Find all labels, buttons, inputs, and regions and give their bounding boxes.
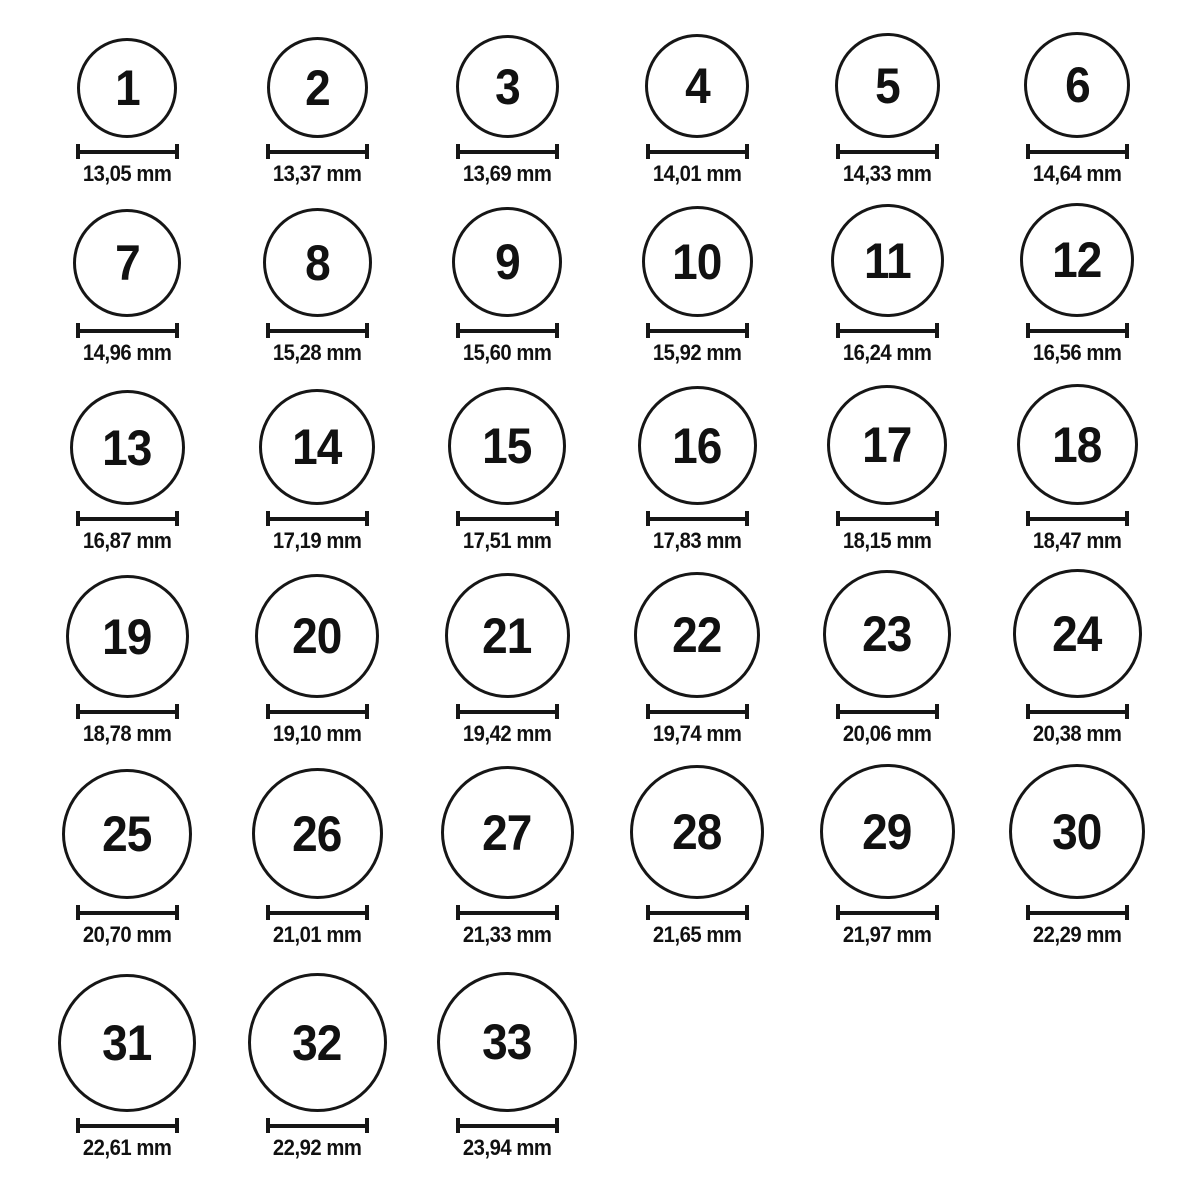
ring-size-cell xyxy=(792,566,982,764)
chart-row xyxy=(32,0,1200,190)
ring-size-cell xyxy=(982,764,1172,972)
ring-size-number: 28 xyxy=(672,804,722,860)
diameter-measure-line xyxy=(456,511,559,526)
ring-circle xyxy=(252,768,383,899)
diameter-measure-line xyxy=(646,511,749,526)
ring-size-number: 2 xyxy=(304,59,330,116)
ring-size-number: 1 xyxy=(114,60,140,116)
ring-size-number: 6 xyxy=(1064,57,1090,113)
chart-row xyxy=(32,376,1200,566)
measure-bar xyxy=(1030,150,1125,154)
diameter-measure-line xyxy=(76,511,179,526)
ring-size-number: 16 xyxy=(672,417,722,474)
diameter-measure-line xyxy=(456,323,559,338)
ring-size-cell xyxy=(792,190,982,376)
ring-circle xyxy=(835,33,940,138)
ring-size-cell xyxy=(32,190,222,376)
diameter-label: 20,70 mm xyxy=(82,922,172,947)
diameter-measure-line xyxy=(1026,905,1129,920)
ring-size-number: 22 xyxy=(672,607,722,663)
diameter-measure-line xyxy=(646,704,749,719)
ring-size-cell xyxy=(32,972,222,1200)
measure-bar xyxy=(1030,517,1125,521)
diameter-label: 21,97 mm xyxy=(842,922,932,947)
diameter-label: 13,37 mm xyxy=(272,161,362,186)
ring-circle xyxy=(263,208,372,317)
measure-bar xyxy=(650,517,745,521)
diameter-measure-line xyxy=(76,704,179,719)
ring-circle xyxy=(638,386,757,505)
diameter-measure-line xyxy=(646,323,749,338)
ring-size-number: 17 xyxy=(862,417,912,473)
ring-size-number: 5 xyxy=(874,57,900,114)
measure-bar xyxy=(460,710,555,714)
ring-circle xyxy=(437,972,577,1112)
diameter-measure-line xyxy=(456,704,559,719)
ring-circle xyxy=(630,765,764,899)
diameter-label: 14,64 mm xyxy=(1032,161,1122,186)
measure-bar xyxy=(80,150,175,154)
ring-size-cell xyxy=(222,764,412,972)
ring-size-number: 3 xyxy=(494,58,520,115)
diameter-measure-line xyxy=(266,704,369,719)
ring-circle xyxy=(823,570,951,698)
ring-size-cell xyxy=(222,0,412,190)
measure-bar xyxy=(270,517,365,521)
ring-circle xyxy=(73,209,181,317)
ring-size-cell xyxy=(792,376,982,566)
measure-bar xyxy=(270,710,365,714)
ring-circle xyxy=(66,575,189,698)
diameter-label: 19,10 mm xyxy=(272,721,362,746)
measure-bar xyxy=(840,710,935,714)
diameter-measure-line xyxy=(456,144,559,159)
ring-size-cell xyxy=(602,190,792,376)
chart-row xyxy=(32,972,1200,1200)
measure-bar xyxy=(840,911,935,915)
ring-circle xyxy=(831,204,944,317)
measure-bar xyxy=(270,329,365,333)
ring-circle xyxy=(634,572,760,698)
ring-size-number: 4 xyxy=(684,58,710,114)
ring-size-cell xyxy=(792,764,982,972)
ring-circle xyxy=(248,973,387,1112)
ring-size-cell xyxy=(982,0,1172,190)
ring-size-cell xyxy=(792,0,982,190)
ring-size-cell xyxy=(222,376,412,566)
ring-size-number: 8 xyxy=(304,234,330,291)
ring-circle xyxy=(267,37,368,138)
diameter-label: 19,74 mm xyxy=(652,721,742,746)
measure-bar xyxy=(1030,329,1125,333)
ring-size-cell xyxy=(222,566,412,764)
measure-bar xyxy=(460,911,555,915)
ring-size-number: 32 xyxy=(292,1014,342,1071)
diameter-measure-line xyxy=(266,144,369,159)
diameter-label: 13,05 mm xyxy=(82,161,172,186)
ring-circle xyxy=(827,385,947,505)
ring-size-number: 19 xyxy=(102,608,152,665)
ring-circle xyxy=(77,38,177,138)
ring-size-number: 33 xyxy=(482,1014,532,1070)
measure-bar xyxy=(650,150,745,154)
diameter-measure-line xyxy=(646,144,749,159)
measure-bar xyxy=(270,911,365,915)
ring-circle xyxy=(820,764,955,899)
ring-circle xyxy=(1017,384,1138,505)
diameter-measure-line xyxy=(836,905,939,920)
chart-row xyxy=(32,764,1200,972)
ring-size-cell xyxy=(412,764,602,972)
measure-bar xyxy=(80,329,175,333)
ring-size-cell xyxy=(32,566,222,764)
ring-size-cell xyxy=(602,376,792,566)
ring-size-cell xyxy=(412,376,602,566)
ring-size-number: 12 xyxy=(1052,232,1102,288)
ring-size-number: 26 xyxy=(292,805,342,862)
diameter-label: 18,15 mm xyxy=(842,528,932,553)
ring-size-cell xyxy=(222,972,412,1200)
ring-circle xyxy=(70,390,185,505)
ring-size-cell xyxy=(982,566,1172,764)
ring-size-cell xyxy=(602,566,792,764)
diameter-label: 16,56 mm xyxy=(1032,340,1122,365)
diameter-measure-line xyxy=(76,323,179,338)
measure-bar xyxy=(840,150,935,154)
diameter-label: 14,01 mm xyxy=(652,161,742,186)
ring-size-number: 13 xyxy=(102,419,152,476)
diameter-label: 20,38 mm xyxy=(1032,721,1122,746)
ring-circle xyxy=(1009,764,1145,899)
ring-size-cell xyxy=(32,376,222,566)
ring-size-cell xyxy=(222,190,412,376)
chart-row xyxy=(32,190,1200,376)
ring-circle xyxy=(255,574,379,698)
chart-row xyxy=(32,566,1200,764)
diameter-label: 17,83 mm xyxy=(652,528,742,553)
diameter-label: 21,33 mm xyxy=(462,922,552,947)
ring-size-number: 30 xyxy=(1052,803,1102,860)
ring-size-number: 11 xyxy=(863,232,911,289)
ring-circle xyxy=(445,573,570,698)
ring-size-cell xyxy=(412,566,602,764)
ring-circle xyxy=(1020,203,1134,317)
diameter-measure-line xyxy=(836,144,939,159)
diameter-label: 13,69 mm xyxy=(462,161,552,186)
diameter-label: 16,24 mm xyxy=(842,340,932,365)
diameter-label: 15,92 mm xyxy=(652,340,742,365)
diameter-measure-line xyxy=(1026,511,1129,526)
ring-circle xyxy=(645,34,749,138)
ring-size-number: 24 xyxy=(1052,605,1102,662)
diameter-measure-line xyxy=(266,1118,369,1133)
ring-size-number: 10 xyxy=(672,233,722,290)
measure-bar xyxy=(460,329,555,333)
measure-bar xyxy=(1030,710,1125,714)
measure-bar xyxy=(80,517,175,521)
diameter-label: 14,33 mm xyxy=(842,161,932,186)
ring-size-number: 21 xyxy=(482,607,532,664)
ring-size-cell xyxy=(602,764,792,972)
diameter-label: 22,92 mm xyxy=(272,1135,362,1160)
diameter-measure-line xyxy=(1026,323,1129,338)
diameter-measure-line xyxy=(76,1118,179,1133)
diameter-label: 19,42 mm xyxy=(462,721,552,746)
ring-circle xyxy=(58,974,196,1112)
diameter-measure-line xyxy=(1026,144,1129,159)
diameter-label: 14,96 mm xyxy=(82,340,172,365)
ring-size-cell xyxy=(982,376,1172,566)
diameter-measure-line xyxy=(456,905,559,920)
ring-size-number: 14 xyxy=(292,419,342,475)
diameter-label: 15,60 mm xyxy=(462,340,552,365)
measure-bar xyxy=(270,150,365,154)
ring-circle xyxy=(1024,32,1130,138)
ring-size-cell xyxy=(602,0,792,190)
diameter-label: 18,47 mm xyxy=(1032,528,1122,553)
ring-size-number: 15 xyxy=(482,418,532,474)
ring-circle xyxy=(62,769,192,899)
ring-circle xyxy=(259,389,375,505)
ring-size-cell xyxy=(982,190,1172,376)
measure-bar xyxy=(460,517,555,521)
measure-bar xyxy=(80,911,175,915)
ring-circle xyxy=(448,387,566,505)
ring-size-number: 25 xyxy=(102,806,152,862)
diameter-measure-line xyxy=(1026,704,1129,719)
measure-bar xyxy=(840,517,935,521)
ring-size-number: 31 xyxy=(102,1015,152,1071)
ring-circle xyxy=(456,35,559,138)
diameter-measure-line xyxy=(836,704,939,719)
diameter-measure-line xyxy=(76,905,179,920)
measure-bar xyxy=(80,710,175,714)
diameter-label: 23,94 mm xyxy=(462,1135,552,1160)
ring-size-number: 20 xyxy=(292,608,342,664)
ring-size-number: 7 xyxy=(114,235,140,291)
diameter-label: 16,87 mm xyxy=(82,528,172,553)
diameter-label: 22,29 mm xyxy=(1032,922,1122,947)
measure-bar xyxy=(650,710,745,714)
ring-size-number: 9 xyxy=(494,234,520,290)
measure-bar xyxy=(80,1124,175,1128)
ring-size-cell xyxy=(412,0,602,190)
ring-size-number: 29 xyxy=(862,803,912,860)
ring-circle xyxy=(1013,569,1142,698)
ring-circle xyxy=(441,766,574,899)
ring-size-cell xyxy=(412,972,602,1200)
ring-size-cell xyxy=(32,0,222,190)
diameter-measure-line xyxy=(266,323,369,338)
diameter-label: 18,78 mm xyxy=(82,721,172,746)
measure-bar xyxy=(1030,911,1125,915)
measure-bar xyxy=(650,911,745,915)
measure-bar xyxy=(460,1124,555,1128)
diameter-measure-line xyxy=(836,323,939,338)
diameter-measure-line xyxy=(76,144,179,159)
ring-size-number: 27 xyxy=(482,804,532,861)
diameter-measure-line xyxy=(456,1118,559,1133)
diameter-label: 21,65 mm xyxy=(652,922,742,947)
diameter-label: 21,01 mm xyxy=(272,922,362,947)
diameter-label: 20,06 mm xyxy=(842,721,932,746)
ring-size-number: 23 xyxy=(862,606,912,662)
diameter-measure-line xyxy=(836,511,939,526)
measure-bar xyxy=(460,150,555,154)
diameter-measure-line xyxy=(646,905,749,920)
ring-circle xyxy=(452,207,562,317)
ring-circle xyxy=(642,206,753,317)
diameter-measure-line xyxy=(266,511,369,526)
diameter-measure-line xyxy=(266,905,369,920)
ring-size-cell xyxy=(32,764,222,972)
measure-bar xyxy=(840,329,935,333)
diameter-label: 15,28 mm xyxy=(272,340,362,365)
diameter-label: 17,19 mm xyxy=(272,528,362,553)
measure-bar xyxy=(650,329,745,333)
ring-size-number: 18 xyxy=(1052,416,1102,473)
ring-size-cell xyxy=(412,190,602,376)
measure-bar xyxy=(270,1124,365,1128)
diameter-label: 22,61 mm xyxy=(82,1135,172,1160)
diameter-label: 17,51 mm xyxy=(462,528,552,553)
